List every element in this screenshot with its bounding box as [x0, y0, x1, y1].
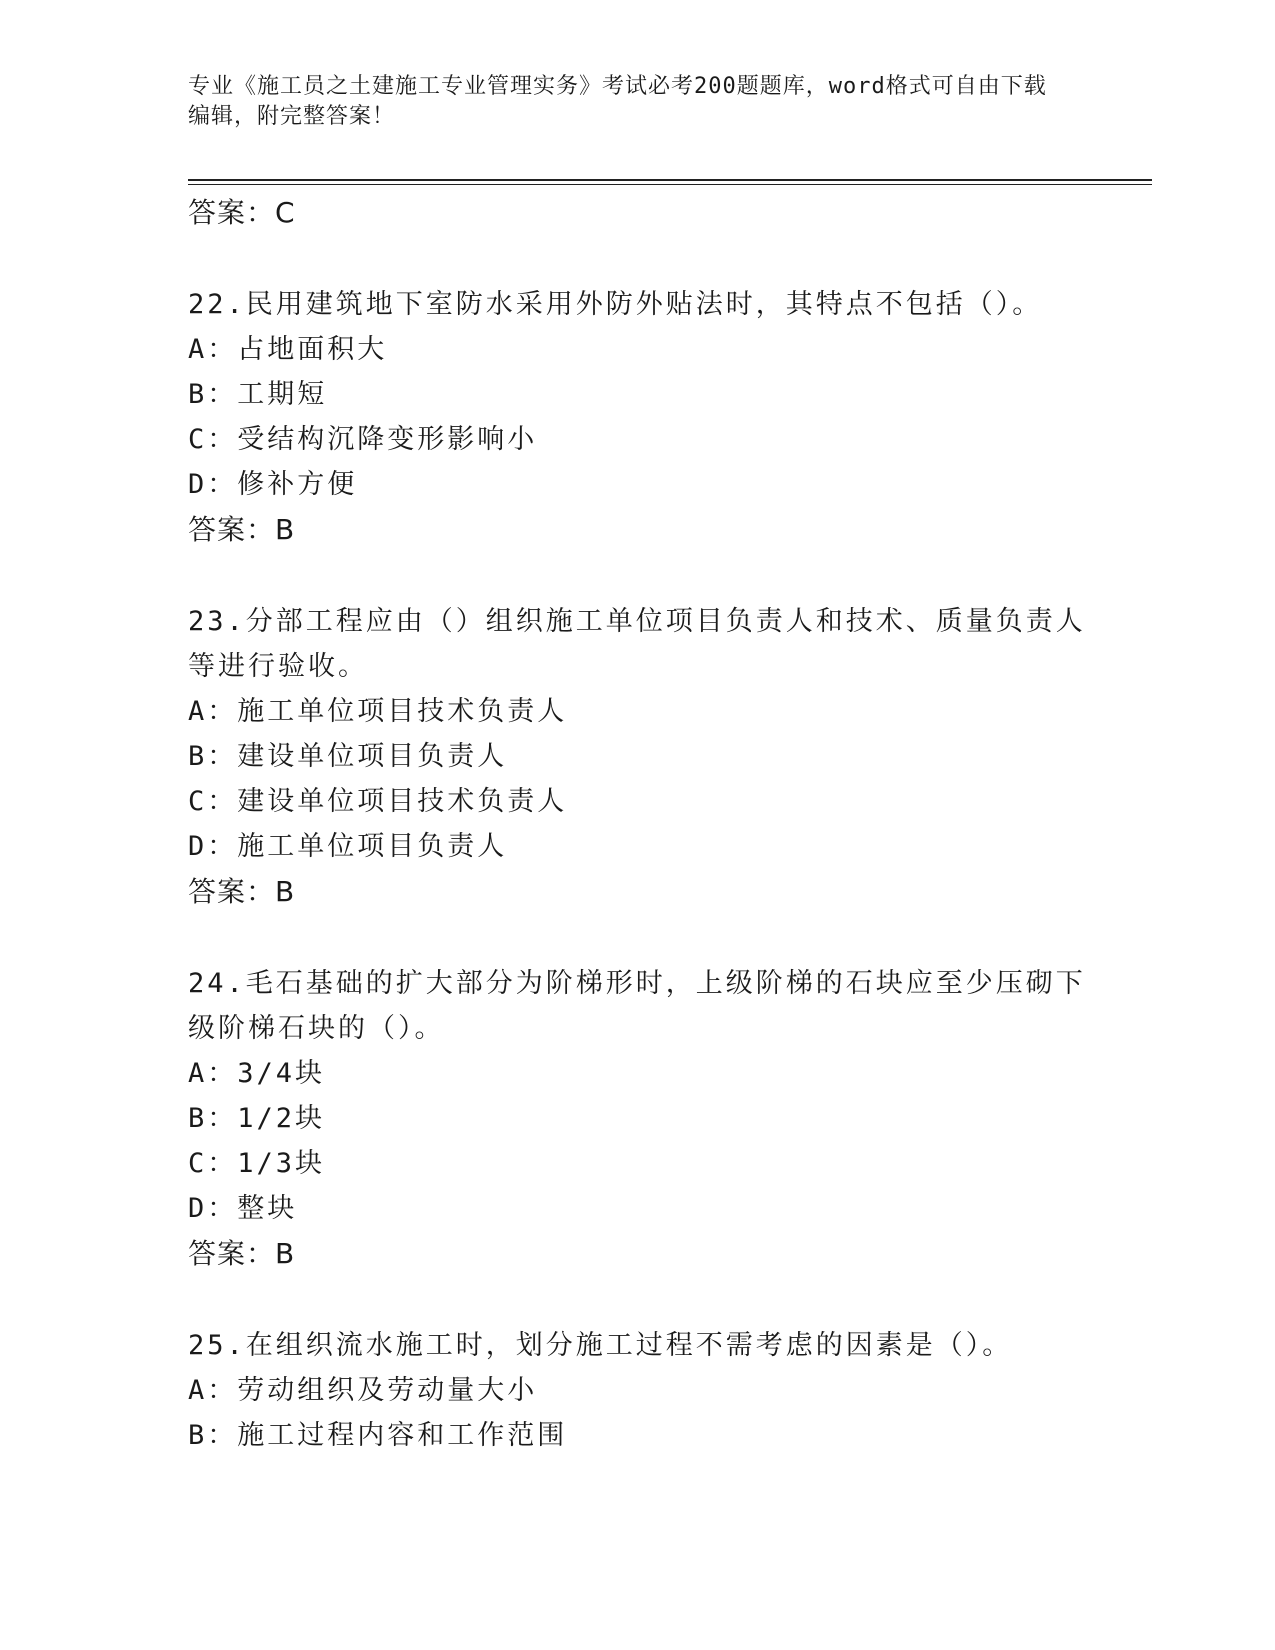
question-list [188, 190, 1088, 1458]
answer-line: 答案：B [188, 513, 296, 546]
option-c: C：1/3块 [188, 1148, 326, 1179]
option-c: C：受结构沉降变形影响小 [188, 424, 538, 455]
option-c: C：建设单位项目技术负责人 [188, 786, 568, 817]
question-stem: 23.分部工程应由（）组织施工单位项目负责人和技术、质量负责人等进行验收。 [188, 606, 1086, 682]
question-22 [188, 282, 1088, 553]
option-b: B：施工过程内容和工作范围 [188, 1420, 568, 1451]
option-d: D：施工单位项目负责人 [188, 831, 508, 862]
document-header: 专业《施工员之土建施工专业管理实务》考试必考200题题库，word格式可自由下载编辑，附完整答案！ [188, 74, 1047, 129]
answer-line: 答案：C [188, 196, 296, 229]
header-divider-thin [188, 184, 1152, 185]
question-stem: 22.民用建筑地下室防水采用外防外贴法时，其特点不包括（）。 [188, 289, 1043, 320]
answer-line: 答案：B [188, 1237, 296, 1270]
option-a: A：占地面积大 [188, 334, 388, 365]
question-stem: 25.在组织流水施工时，划分施工过程不需考虑的因素是（）。 [188, 1330, 1013, 1361]
question-23 [188, 599, 1088, 915]
option-b: B：建设单位项目负责人 [188, 741, 508, 772]
option-b: B：工期短 [188, 379, 328, 410]
option-b: B：1/2块 [188, 1103, 326, 1134]
option-d: D：整块 [188, 1193, 298, 1224]
question-stem: 24.毛石基础的扩大部分为阶梯形时，上级阶梯的石块应至少压砌下级阶梯石块的（）。 [188, 968, 1086, 1044]
question-24 [188, 961, 1088, 1277]
option-d: D：修补方便 [188, 469, 358, 500]
option-a: A：3/4块 [188, 1058, 326, 1089]
option-a: A：劳动组织及劳动量大小 [188, 1375, 538, 1406]
answer-line: 答案：B [188, 875, 296, 908]
question-25 [188, 1323, 1088, 1458]
option-a: A：施工单位项目技术负责人 [188, 696, 568, 727]
header-divider-thick [188, 179, 1152, 181]
